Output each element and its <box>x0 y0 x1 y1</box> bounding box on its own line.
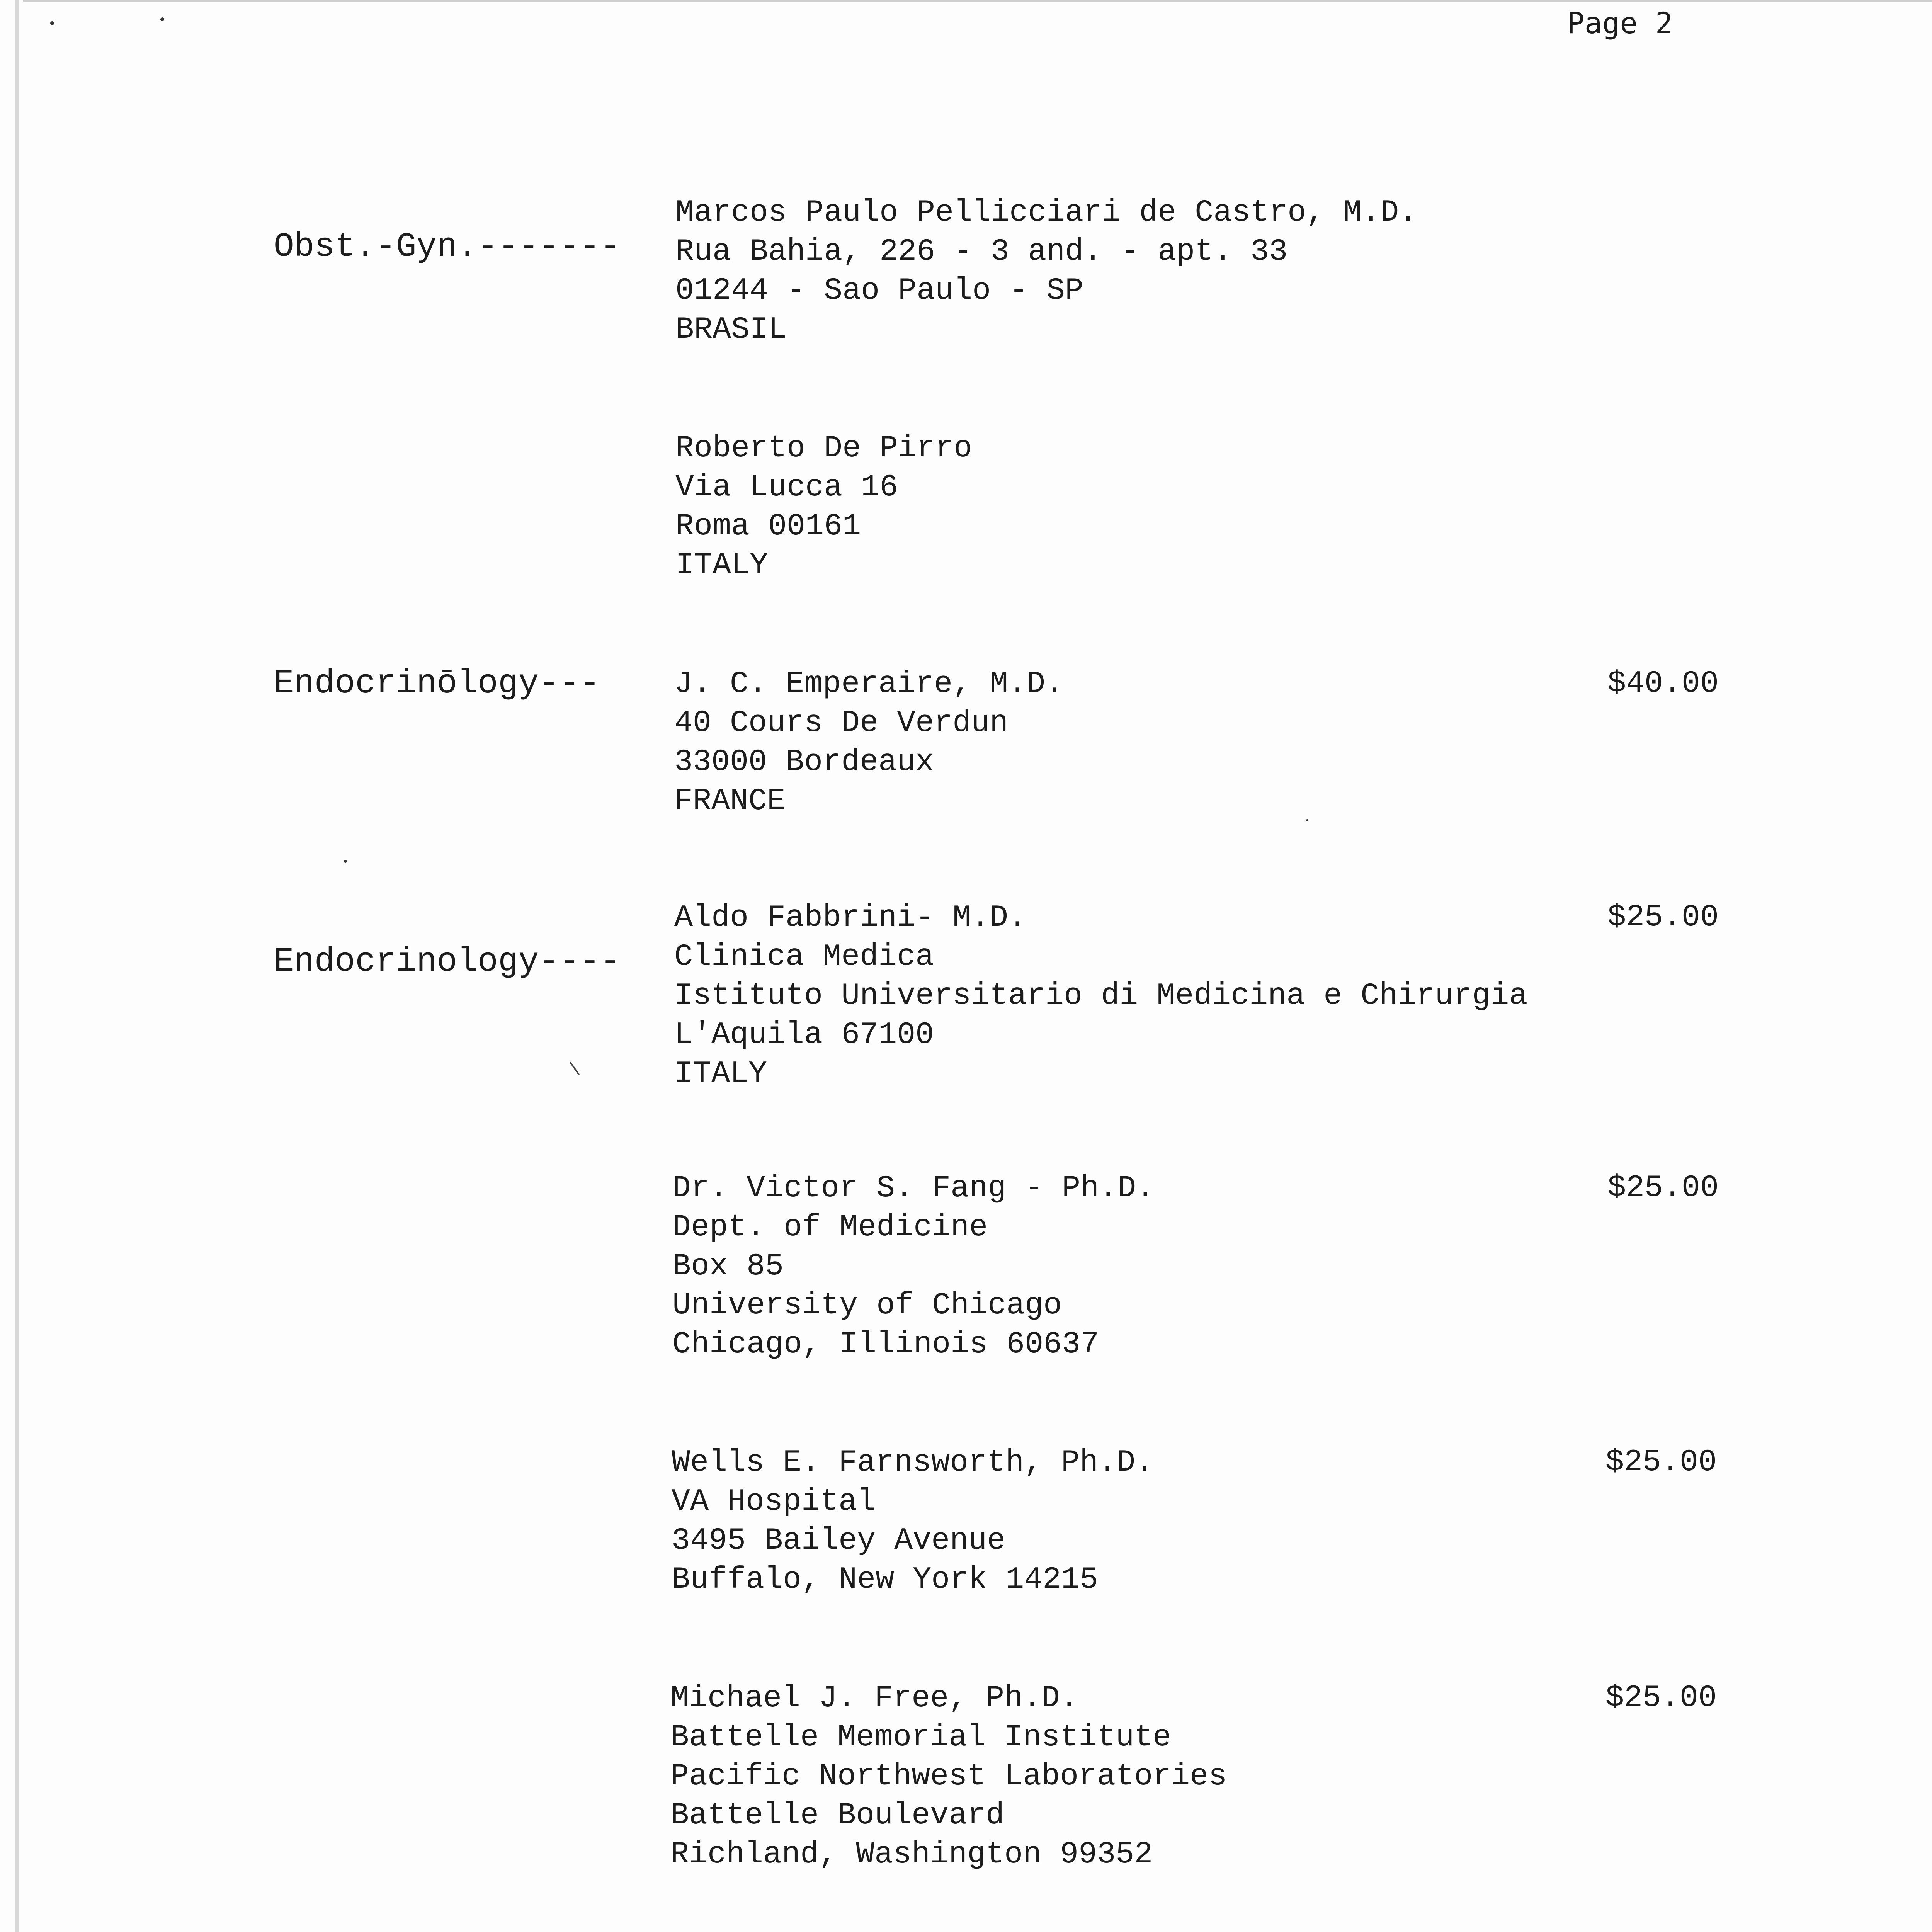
address-line: Buffalo, New York 14215 <box>672 1562 1099 1597</box>
address-line: ITALY <box>674 1056 767 1092</box>
scan-speck <box>160 17 164 21</box>
address-line: Via Lucca 16 <box>675 470 898 505</box>
fee-amount: $40.00 <box>1607 666 1719 701</box>
address-line: Clinica Medica <box>674 939 934 975</box>
scan-edge-top <box>23 0 1932 2</box>
address-line: Dept. of Medicine <box>672 1210 988 1245</box>
address-line: Marcos Paulo Pellicciari de Castro, M.D. <box>675 195 1418 230</box>
scan-edge-left <box>15 0 19 1932</box>
specialty-label: Endocrinōlogy--- <box>274 665 600 703</box>
address-block <box>674 665 1064 821</box>
address-line: Rua Bahia, 226 - 3 and. - apt. 33 <box>675 234 1288 269</box>
address-block <box>672 1443 1154 1599</box>
fee-amount: $25.00 <box>1607 900 1719 935</box>
address-block <box>672 1169 1155 1364</box>
scan-speck <box>1306 819 1308 821</box>
address-line: 3495 Bailey Avenue <box>672 1523 1006 1558</box>
address-line: Pacific Northwest Laboratories <box>670 1759 1227 1794</box>
page-number: Page 2 <box>1567 6 1673 40</box>
address-line: Roma 00161 <box>675 509 861 544</box>
address-line: Richland, Washington 99352 <box>670 1837 1153 1872</box>
fee-amount: $25.00 <box>1605 1680 1717 1716</box>
address-line: Dr. Victor S. Fang - Ph.D. <box>672 1171 1155 1206</box>
address-line: ITALY <box>675 548 769 583</box>
address-line: VA Hospital <box>672 1484 876 1519</box>
scan-speck <box>344 860 347 863</box>
scan-mark <box>570 1061 580 1075</box>
address-line: L'Aquila 67100 <box>674 1017 934 1053</box>
address-line: Battelle Memorial Institute <box>670 1720 1172 1755</box>
scan-speck <box>50 21 54 25</box>
address-line: University of Chicago <box>672 1288 1062 1323</box>
address-line: J. C. Emperaire, M.D. <box>674 667 1064 702</box>
address-block <box>670 1679 1227 1874</box>
specialty-label: Endocrinology---- <box>274 943 621 981</box>
address-line: BRASIL <box>675 312 787 347</box>
address-line: 40 Cours De Verdun <box>674 706 1009 741</box>
address-line: FRANCE <box>674 784 786 819</box>
fee-amount: $25.00 <box>1607 1170 1719 1206</box>
address-line: Wells E. Farnsworth, Ph.D. <box>672 1445 1154 1480</box>
address-block <box>675 193 1417 349</box>
address-line: Michael J. Free, Ph.D. <box>670 1681 1079 1716</box>
fee-amount: $25.00 <box>1605 1445 1717 1480</box>
address-line: 01244 - Sao Paulo - SP <box>675 273 1084 308</box>
address-line: Chicago, Illinois 60637 <box>672 1327 1099 1362</box>
address-line: Box 85 <box>672 1249 784 1284</box>
address-line: 33000 Bordeaux <box>674 745 934 780</box>
address-line: Istituto Universitario di Medicina e Chirurgia <box>674 978 1528 1014</box>
address-line: Battelle Boulevard <box>670 1798 1005 1833</box>
address-line: Aldo Fabbrini- M.D. <box>674 900 1027 935</box>
address-block <box>674 898 1527 1094</box>
address-block <box>675 429 972 585</box>
address-line: Roberto De Pirro <box>675 431 973 466</box>
specialty-label: Obst.-Gyn.------- <box>274 228 621 266</box>
